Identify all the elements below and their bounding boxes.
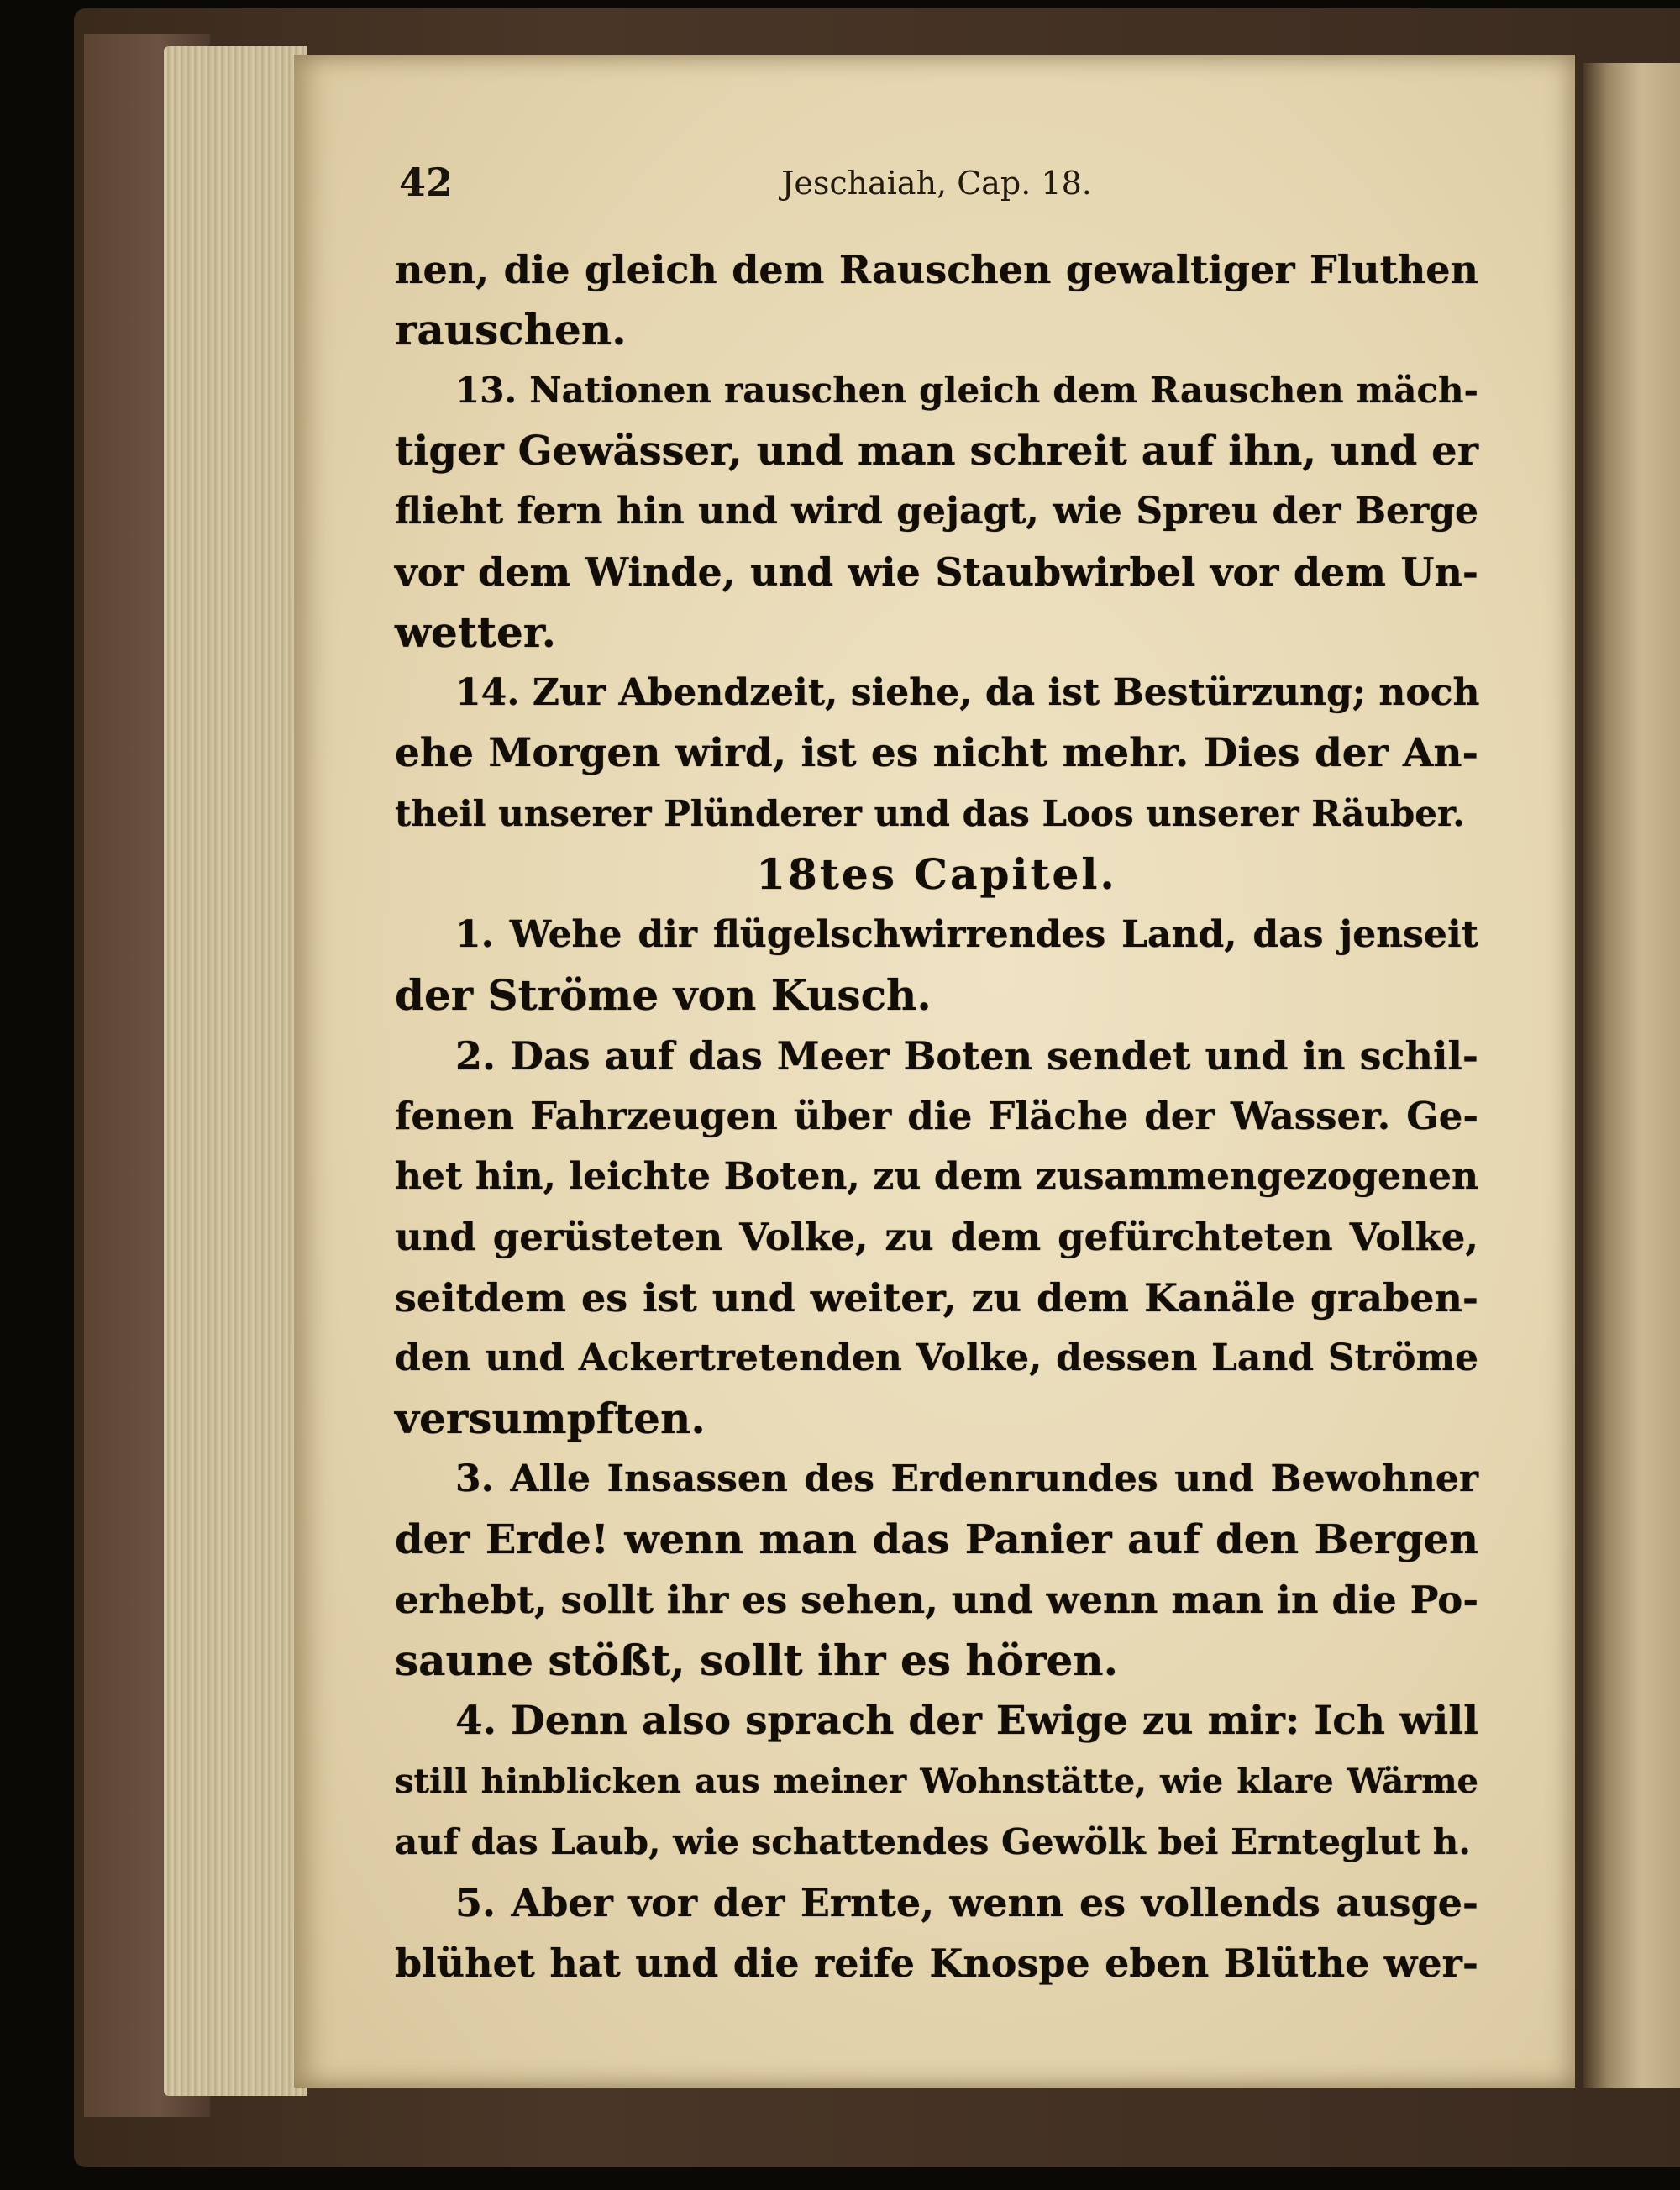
text-line: still hinblicken aus meiner Wohnstätte, wie klare Wärme — [395, 1762, 1478, 1801]
text-line: saune stößt, sollt ihr es hören. — [395, 1636, 1119, 1685]
text-line: erhebt, sollt ihr es sehen, und wenn man in die Po- — [395, 1578, 1478, 1622]
text-line: seitdem es ist und weiter, zu dem Kanäle graben- — [395, 1275, 1478, 1321]
page-edges — [164, 46, 307, 2096]
verse-5-start: 5. Aber vor der Ernte, wenn es vollends ausge- — [455, 1880, 1478, 1925]
text-line: der Erde! wenn man das Panier auf den Bergen — [395, 1516, 1478, 1563]
page-number: 42 — [399, 160, 454, 205]
text-line: ehe Morgen wird, ist es nicht mehr. Dies der An- — [395, 730, 1478, 776]
verse-1-start: 1. Wehe dir flügelschwirrendes Land, das jenseit — [455, 913, 1478, 956]
text-line: blühet hat und die reife Knospe eben Blüthe wer- — [395, 1941, 1478, 1986]
page-text — [395, 239, 1478, 1993]
text-line: den und Ackertretenden Volke, dessen Land Ströme — [395, 1337, 1478, 1379]
text-line: fenen Fahrzeugen über die Fläche der Wasser. Ge- — [395, 1094, 1478, 1138]
chapter-heading: 18tes Capitel. — [756, 849, 1117, 899]
text-line: het hin, leichte Boten, zu dem zusammengezogenen — [395, 1155, 1478, 1198]
page-header — [399, 160, 1474, 218]
text-line: der Ströme von Kusch. — [395, 970, 932, 1020]
text-line: auf das Laub, wie schattendes Gewölk bei Ernteglut h. — [395, 1821, 1471, 1862]
verse-4-start: 4. Denn also sprach der Ewige zu mir: Ich will — [455, 1698, 1478, 1744]
verse-14-start: 14. Zur Abendzeit, siehe, da ist Bestürzung; noch — [455, 671, 1480, 714]
text-line: flieht fern hin und wird gejagt, wie Spreu der Berge — [395, 490, 1478, 533]
text-line: und gerüsteten Volke, zu dem gefürchteten Volke, — [395, 1215, 1478, 1259]
verse-2-start: 2. Das auf das Meer Boten sendet und in schil- — [455, 1033, 1478, 1079]
text-line: rauschen. — [395, 305, 627, 354]
running-title: Jeschaiah, Cap. 18. — [781, 165, 1092, 202]
verse-3-start: 3. Alle Insassen des Erdenrundes und Bewohner — [455, 1457, 1478, 1500]
facing-page-edge — [1583, 63, 1680, 2088]
text-line: versumpften. — [395, 1394, 706, 1443]
verse-13-start: 13. Nationen rauschen gleich dem Rauschen mäch- — [455, 370, 1478, 411]
text-line: vor dem Winde, und wie Staubwirbel vor dem Un- — [395, 549, 1478, 595]
text-line: nen, die gleich dem Rauschen gewaltiger Fluthen — [395, 247, 1478, 292]
text-line: wetter. — [395, 607, 557, 657]
text-line: theil unserer Plünderer und das Loos unserer Räuber. — [395, 793, 1465, 834]
text-line: tiger Gewässer, und man schreit auf ihn, und er — [395, 428, 1478, 475]
